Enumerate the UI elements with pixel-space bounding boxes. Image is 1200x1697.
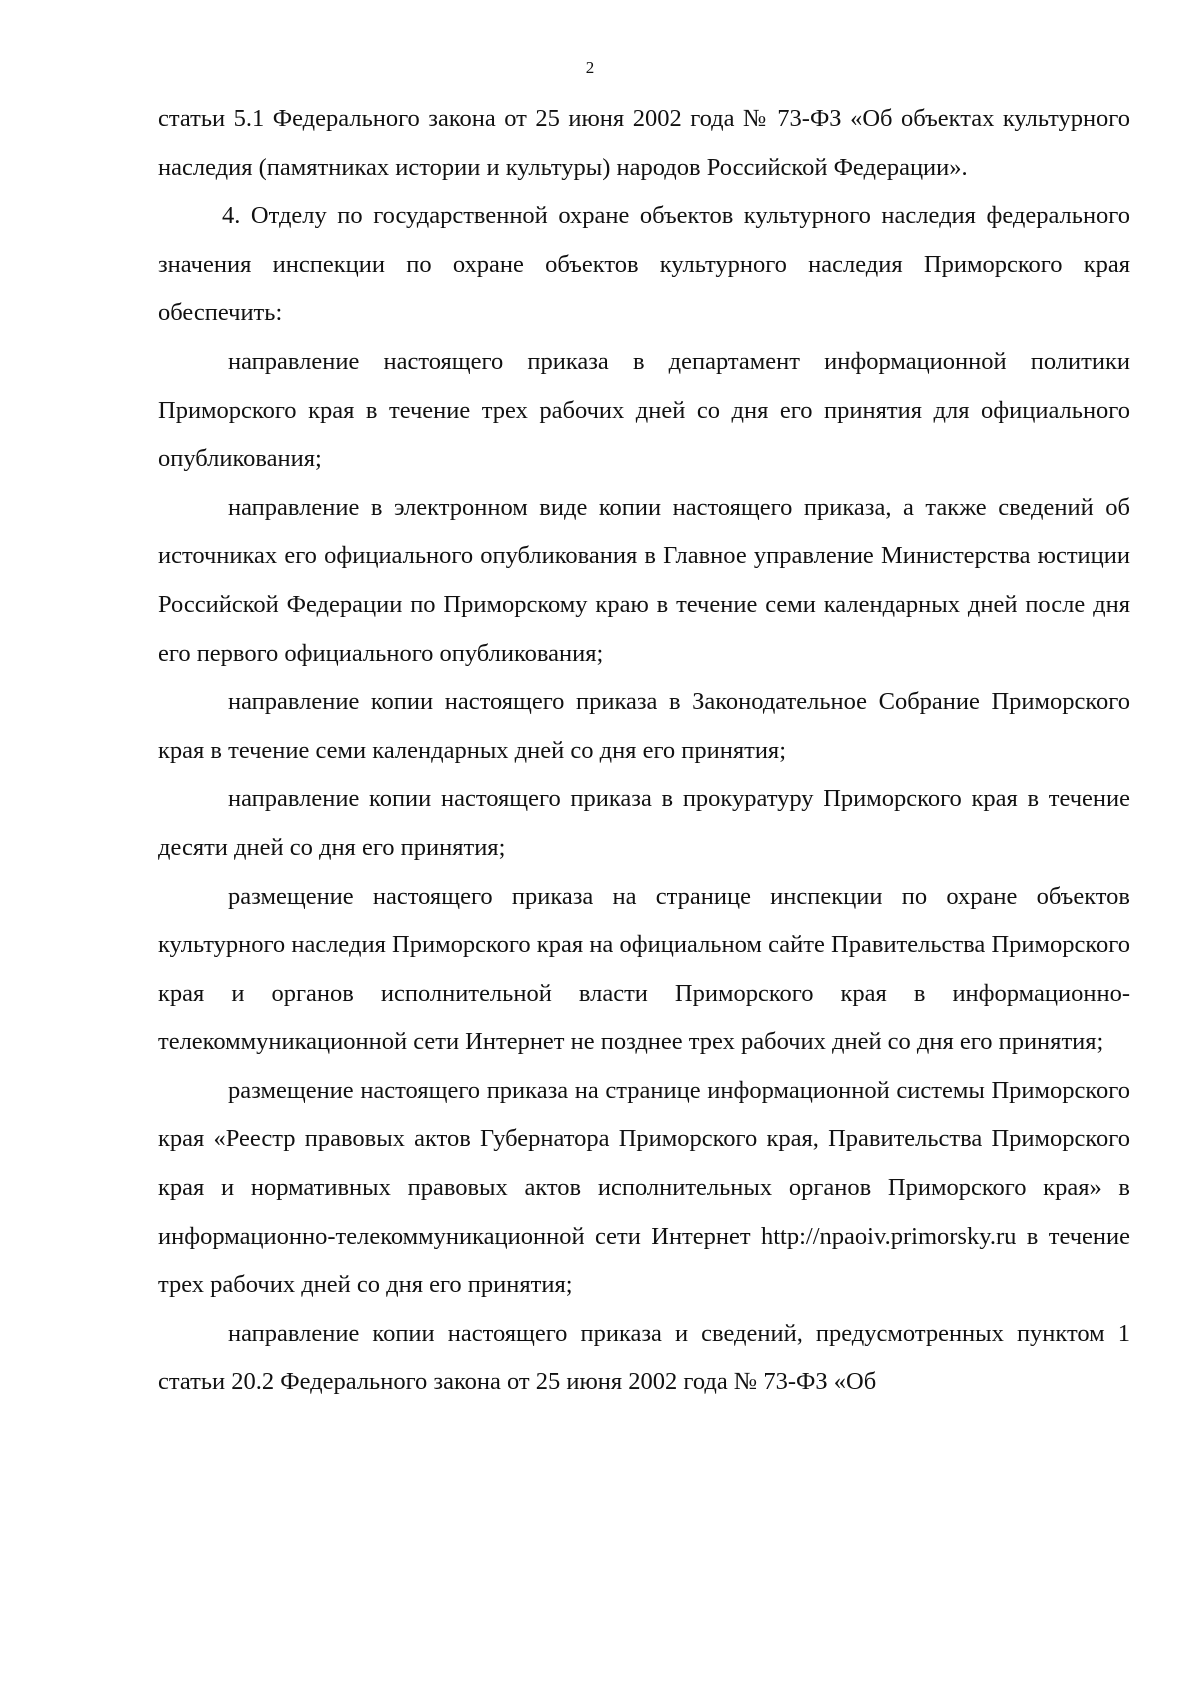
page-number: 2 <box>585 58 595 77</box>
paragraph-information-policy: направление настоящего приказа в департамент информационной политики Приморского края в течение трех рабочих дней со дня его принятия для официального опубликования; <box>158 347 1130 473</box>
paragraph-official-website: размещение настоящего приказа на странице инспекции по охране объектов культурного наследия Приморского края на официальном сайте Правительства Приморского края и органов исполнительной власти Приморского края в информационно-телекоммуникационной сети Интернет не позднее трех рабочих дней со дня его принятия; <box>158 882 1130 1056</box>
paragraph-prosecutor-office: направление копии настоящего приказа в прокуратуру Приморского края в течение десяти дней со дня его принятия; <box>158 785 1130 861</box>
paragraph-item-4: 4. Отделу по государственной охране объектов культурного наследия федерального значения инспекции по охране объектов культурного наследия Приморского края обеспечить: <box>158 202 1130 327</box>
paragraph-legislative-assembly: направление копии настоящего приказа в Законодательное Собрание Приморского края в течение семи календарных дней со дня его принятия; <box>158 688 1130 764</box>
paragraph-copy-and-information: направление копии настоящего приказа и сведений, предусмотренных пунктом 1 статьи 20.2 Федерального закона от 25 июня 2002 года № 73-ФЗ «Об <box>158 1319 1130 1396</box>
paragraph-ministry-of-justice: направление в электронном виде копии настоящего приказа, а также сведений об источниках его официального опубликования в Главное управление Министерства юстиции Российской Федерации по Приморскому краю в течение семи календарных дней после дня его первого официального опубликования; <box>158 493 1130 667</box>
paragraph-continuation: статьи 5.1 Федерального закона от 25 июня 2002 года № 73-ФЗ «Об объектах культурного наследия (памятниках истории и культуры) народов Российской Федерации». <box>158 105 1130 181</box>
paragraph-legal-acts-registry: размещение настоящего приказа на странице информационной системы Приморского края «Реестр правовых актов Губернатора Приморского края, Правительства Приморского края и нормативных правовых актов исполнительных органов Приморского края» в информационно-телекоммуникационной сети Интернет http://npaoiv.primorsky.ru в течение трех рабочих дней со дня его принятия; <box>158 1076 1130 1299</box>
document-body <box>158 95 1130 1407</box>
